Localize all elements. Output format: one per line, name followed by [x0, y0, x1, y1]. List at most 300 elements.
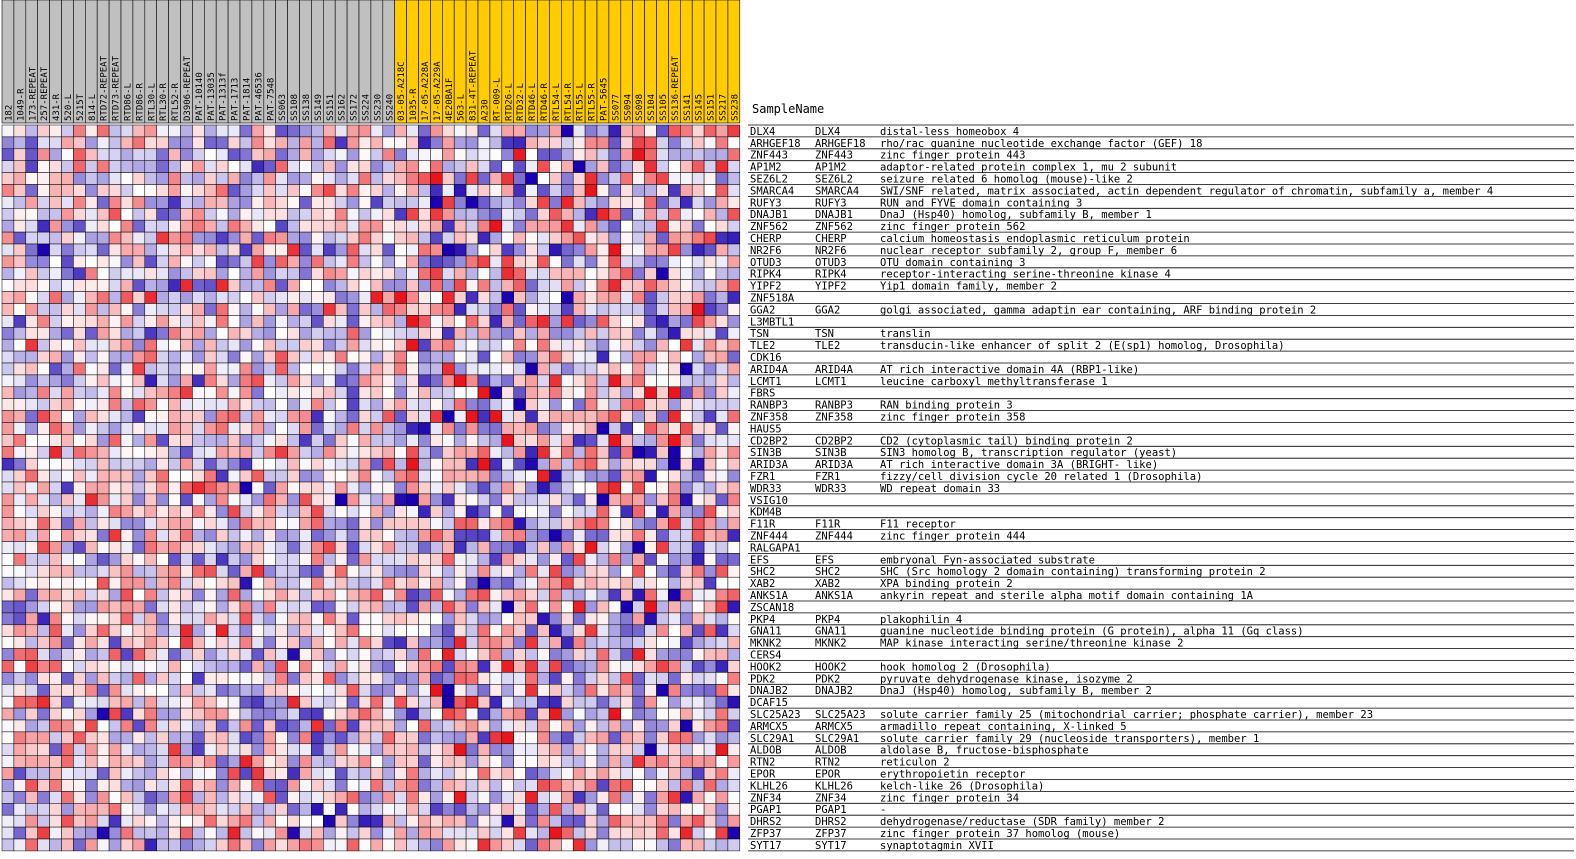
heatmap-cell: [276, 553, 288, 565]
heatmap-cell: [585, 149, 597, 161]
heatmap-cell: [549, 780, 561, 792]
heatmap-cell: [38, 708, 50, 720]
heatmap-cell: [430, 363, 442, 375]
heatmap-cell: [73, 732, 85, 744]
heatmap-cell: [288, 839, 300, 851]
sample-label: RTL52-R: [171, 83, 182, 121]
heatmap-cell: [2, 470, 14, 482]
heatmap-cell: [50, 815, 62, 827]
heatmap-cell: [276, 208, 288, 220]
heatmap-cell: [466, 387, 478, 399]
heatmap-cell: [371, 292, 383, 304]
heatmap-cell: [371, 196, 383, 208]
heatmap-cell: [609, 720, 621, 732]
heatmap-cell: [335, 185, 347, 197]
gene-symbol: SLC25A23: [750, 709, 801, 721]
heatmap-cell: [585, 839, 597, 851]
heatmap-cell: [597, 577, 609, 589]
heatmap-cell: [657, 744, 669, 756]
heatmap-cell: [466, 625, 478, 637]
heatmap-cell: [204, 530, 216, 542]
heatmap-cell: [192, 708, 204, 720]
heatmap-cell: [442, 161, 454, 173]
heatmap-cell: [621, 506, 633, 518]
heatmap-cell: [573, 315, 585, 327]
gene-description: hook homolog 2 (Drosophila): [880, 661, 1051, 674]
heatmap-cell: [609, 732, 621, 744]
heatmap-cell: [2, 815, 14, 827]
heatmap-cell: [288, 708, 300, 720]
heatmap-cell: [502, 601, 514, 613]
heatmap-cell: [371, 315, 383, 327]
heatmap-cell: [216, 791, 228, 803]
heatmap-cell: [323, 161, 335, 173]
heatmap-cell: [538, 827, 550, 839]
heatmap-cell: [395, 768, 407, 780]
heatmap-cell: [680, 506, 692, 518]
heatmap-cell: [145, 827, 157, 839]
heatmap-cell: [109, 768, 121, 780]
heatmap-cell: [204, 542, 216, 554]
heatmap-cell: [704, 553, 716, 565]
heatmap-cell: [323, 672, 335, 684]
heatmap-cell: [657, 696, 669, 708]
sample-label: SS077: [611, 93, 622, 121]
heatmap-cell: [240, 589, 252, 601]
heatmap-cell: [538, 125, 550, 137]
heatmap-cell: [502, 208, 514, 220]
sample-label: SS141: [682, 93, 693, 121]
heatmap-cell: [121, 458, 133, 470]
heatmap-cell: [645, 470, 657, 482]
heatmap-cell: [85, 506, 97, 518]
heatmap-cell: [359, 363, 371, 375]
heatmap-cell: [335, 589, 347, 601]
heatmap-cell: [657, 768, 669, 780]
heatmap-cell: [97, 661, 109, 673]
heatmap-cell: [538, 411, 550, 423]
heatmap-cell: [323, 125, 335, 137]
heatmap-cell: [597, 446, 609, 458]
heatmap-cell: [454, 375, 466, 387]
heatmap-cell: [85, 708, 97, 720]
heatmap-cell: [276, 649, 288, 661]
heatmap-cell: [561, 280, 573, 292]
heatmap-cell: [454, 470, 466, 482]
heatmap-cell: [50, 768, 62, 780]
heatmap-cell: [14, 589, 26, 601]
heatmap-cell: [26, 720, 38, 732]
gene-name: SEZ6L2: [815, 173, 853, 186]
heatmap-cell: [430, 161, 442, 173]
heatmap-cell: [585, 565, 597, 577]
heatmap-cell: [609, 506, 621, 518]
gene-name: HOOK2: [815, 661, 847, 674]
heatmap-cell: [728, 220, 740, 232]
heatmap-cell: [276, 220, 288, 232]
heatmap-cell: [704, 375, 716, 387]
heatmap-cell: [288, 530, 300, 542]
heatmap-cell: [538, 423, 550, 435]
heatmap-cell: [169, 411, 181, 423]
heatmap-cell: [430, 601, 442, 613]
gene-symbol: TSN: [750, 328, 769, 341]
heatmap-cell: [97, 577, 109, 589]
heatmap-cell: [311, 780, 323, 792]
heatmap-cell: [680, 839, 692, 851]
gene-name: SLC29A1: [815, 732, 860, 745]
heatmap-cell: [454, 756, 466, 768]
heatmap-cell: [50, 411, 62, 423]
heatmap-cell: [204, 768, 216, 780]
heatmap-cell: [585, 589, 597, 601]
heatmap-cell: [549, 601, 561, 613]
sample-label: SS094: [623, 93, 634, 121]
sample-label: PAT-7548: [266, 77, 277, 121]
heatmap-cell: [454, 434, 466, 446]
heatmap-cell: [169, 553, 181, 565]
heatmap-cell: [645, 494, 657, 506]
heatmap-cell: [442, 315, 454, 327]
heatmap-cell: [597, 268, 609, 280]
heatmap-cell: [692, 470, 704, 482]
heatmap-cell: [252, 232, 264, 244]
heatmap-cell: [490, 185, 502, 197]
heatmap-cell: [526, 530, 538, 542]
heatmap-cell: [573, 482, 585, 494]
heatmap-cell: [288, 542, 300, 554]
heatmap-cell: [121, 530, 133, 542]
heatmap-cell: [668, 565, 680, 577]
heatmap-cell: [216, 161, 228, 173]
heatmap-cell: [668, 768, 680, 780]
heatmap-cell: [395, 256, 407, 268]
heatmap-cell: [252, 684, 264, 696]
heatmap-cell: [430, 696, 442, 708]
heatmap-cell: [14, 613, 26, 625]
heatmap-cell: [490, 780, 502, 792]
heatmap-cell: [311, 684, 323, 696]
gene-name: MKNK2: [815, 637, 847, 650]
heatmap-cell: [371, 696, 383, 708]
gene-name: PKP4: [815, 613, 841, 626]
heatmap-cell: [264, 196, 276, 208]
heatmap-cell: [395, 732, 407, 744]
heatmap-cell: [240, 244, 252, 256]
heatmap-cell: [585, 363, 597, 375]
heatmap-cell: [514, 518, 526, 530]
heatmap-cell: [478, 375, 490, 387]
heatmap-cell: [430, 244, 442, 256]
heatmap-cell: [621, 256, 633, 268]
heatmap-cell: [252, 506, 264, 518]
heatmap-cell: [85, 232, 97, 244]
heatmap-cell: [371, 268, 383, 280]
heatmap-cell: [216, 470, 228, 482]
heatmap-cell: [169, 173, 181, 185]
heatmap-cell: [300, 589, 312, 601]
heatmap-cell: [657, 185, 669, 197]
heatmap-cell: [133, 256, 145, 268]
heatmap-cell: [609, 327, 621, 339]
heatmap-cell: [311, 768, 323, 780]
heatmap-cell: [181, 173, 193, 185]
heatmap-cell: [300, 494, 312, 506]
heatmap-cell: [276, 292, 288, 304]
heatmap-cell: [561, 768, 573, 780]
heatmap-cell: [109, 732, 121, 744]
heatmap-cell: [228, 268, 240, 280]
heatmap-cell: [38, 375, 50, 387]
heatmap-cell: [300, 744, 312, 756]
heatmap-cell: [490, 149, 502, 161]
heatmap-cell: [514, 637, 526, 649]
heatmap-cell: [419, 613, 431, 625]
heatmap-cell: [109, 292, 121, 304]
heatmap-cell: [549, 827, 561, 839]
gene-name: CD2BP2: [815, 435, 853, 448]
heatmap-cell: [50, 756, 62, 768]
heatmap-cell: [240, 542, 252, 554]
heatmap-cell: [228, 470, 240, 482]
heatmap-cell: [311, 315, 323, 327]
heatmap-cell: [585, 684, 597, 696]
gene-symbol: MKNK2: [750, 637, 782, 650]
heatmap-cell: [300, 780, 312, 792]
heatmap-cell: [62, 649, 74, 661]
heatmap-cell: [157, 280, 169, 292]
heatmap-cell: [538, 613, 550, 625]
heatmap-cell: [26, 696, 38, 708]
heatmap-cell: [288, 304, 300, 316]
heatmap-cell: [335, 173, 347, 185]
heatmap-cell: [728, 625, 740, 637]
heatmap-cell: [192, 542, 204, 554]
heatmap-cell: [371, 839, 383, 851]
heatmap-cell: [216, 232, 228, 244]
heatmap-cell: [597, 661, 609, 673]
sample-label: RTL55-R: [587, 83, 598, 121]
heatmap-cell: [14, 232, 26, 244]
heatmap-cell: [395, 613, 407, 625]
heatmap-cell: [466, 803, 478, 815]
heatmap-cell: [371, 470, 383, 482]
heatmap-cell: [288, 732, 300, 744]
heatmap-cell: [668, 196, 680, 208]
heatmap-cell: [216, 315, 228, 327]
heatmap-cell: [181, 625, 193, 637]
heatmap-cell: [323, 327, 335, 339]
heatmap-cell: [609, 815, 621, 827]
heatmap-cell: [395, 791, 407, 803]
heatmap-cell: [347, 387, 359, 399]
heatmap-cell: [2, 613, 14, 625]
heatmap-cell: [323, 494, 335, 506]
heatmap-cell: [50, 601, 62, 613]
heatmap-cell: [371, 351, 383, 363]
gene-symbol: ALDOB: [750, 744, 782, 757]
heatmap-cell: [133, 649, 145, 661]
heatmap-cell: [62, 185, 74, 197]
heatmap-cell: [609, 696, 621, 708]
heatmap-cell: [97, 149, 109, 161]
heatmap-cell: [97, 518, 109, 530]
heatmap-cell: [157, 137, 169, 149]
heatmap-cell: [668, 625, 680, 637]
heatmap-cell: [145, 708, 157, 720]
heatmap-cell: [347, 411, 359, 423]
heatmap-cell: [192, 494, 204, 506]
heatmap-cell: [157, 661, 169, 673]
heatmap-cell: [62, 220, 74, 232]
heatmap-cell: [50, 292, 62, 304]
heatmap-cell: [181, 815, 193, 827]
gene-name: TSN: [815, 328, 834, 341]
heatmap-cell: [169, 423, 181, 435]
heatmap-cell: [383, 268, 395, 280]
heatmap-cell: [181, 292, 193, 304]
heatmap-cell: [323, 423, 335, 435]
heatmap-cell: [645, 327, 657, 339]
heatmap-cell: [561, 494, 573, 506]
heatmap-cell: [692, 411, 704, 423]
heatmap-cell: [288, 815, 300, 827]
heatmap-cell: [145, 803, 157, 815]
heatmap-cell: [240, 280, 252, 292]
heatmap-cell: [692, 768, 704, 780]
heatmap-cell: [347, 661, 359, 673]
heatmap-cell: [585, 494, 597, 506]
heatmap-cell: [692, 137, 704, 149]
heatmap-cell: [383, 208, 395, 220]
heatmap-cell: [668, 125, 680, 137]
heatmap-cell: [657, 494, 669, 506]
heatmap-cell: [454, 149, 466, 161]
heatmap-cell: [109, 315, 121, 327]
heatmap-cell: [549, 339, 561, 351]
heatmap-cell: [383, 411, 395, 423]
heatmap-cell: [466, 292, 478, 304]
heatmap-cell: [609, 423, 621, 435]
heatmap-cell: [121, 791, 133, 803]
heatmap-cell: [26, 458, 38, 470]
heatmap-cell: [300, 327, 312, 339]
heatmap-cell: [347, 684, 359, 696]
heatmap-cell: [407, 220, 419, 232]
heatmap-cell: [383, 684, 395, 696]
heatmap-cell: [597, 530, 609, 542]
heatmap-cell: [288, 470, 300, 482]
heatmap-cell: [145, 280, 157, 292]
heatmap-cell: [335, 387, 347, 399]
heatmap-cell: [645, 173, 657, 185]
heatmap-cell: [609, 780, 621, 792]
heatmap-cell: [407, 434, 419, 446]
heatmap-cell: [561, 363, 573, 375]
heatmap-cell: [121, 506, 133, 518]
heatmap-cell: [466, 732, 478, 744]
heatmap-cell: [121, 756, 133, 768]
heatmap-cell: [585, 530, 597, 542]
heatmap-cell: [502, 542, 514, 554]
heatmap-cell: [276, 791, 288, 803]
heatmap-cell: [585, 137, 597, 149]
heatmap-cell: [549, 434, 561, 446]
heatmap-cell: [38, 839, 50, 851]
heatmap-cell: [716, 339, 728, 351]
heatmap-cell: [109, 601, 121, 613]
heatmap-cell: [442, 482, 454, 494]
heatmap-cell: [704, 815, 716, 827]
heatmap-cell: [716, 613, 728, 625]
heatmap-cell: [621, 565, 633, 577]
heatmap-cell: [478, 827, 490, 839]
heatmap-cell: [192, 470, 204, 482]
heatmap-cell: [561, 458, 573, 470]
heatmap-cell: [335, 708, 347, 720]
heatmap-cell: [502, 292, 514, 304]
heatmap-cell: [73, 351, 85, 363]
heatmap-cell: [680, 696, 692, 708]
heatmap-cell: [502, 411, 514, 423]
heatmap-cell: [561, 589, 573, 601]
heatmap-cell: [419, 791, 431, 803]
heatmap-cell: [573, 185, 585, 197]
heatmap-cell: [514, 125, 526, 137]
heatmap-cell: [97, 434, 109, 446]
heatmap-cell: [311, 708, 323, 720]
heatmap-cell: [288, 577, 300, 589]
heatmap-cell: [62, 684, 74, 696]
heatmap-cell: [300, 803, 312, 815]
heatmap-cell: [621, 232, 633, 244]
gene-symbol: SEZ6L2: [750, 173, 788, 186]
heatmap-cell: [585, 351, 597, 363]
heatmap-cell: [645, 315, 657, 327]
heatmap-cell: [466, 470, 478, 482]
heatmap-cell: [73, 304, 85, 316]
heatmap-cell: [216, 553, 228, 565]
heatmap-cell: [573, 672, 585, 684]
heatmap-cell: [728, 244, 740, 256]
heatmap-cell: [252, 292, 264, 304]
heatmap-cell: [216, 399, 228, 411]
heatmap-cell: [157, 696, 169, 708]
heatmap-cell: [383, 506, 395, 518]
heatmap-cell: [704, 244, 716, 256]
heatmap-cell: [645, 791, 657, 803]
heatmap-cell: [38, 506, 50, 518]
heatmap-cell: [335, 315, 347, 327]
heatmap-cell: [466, 411, 478, 423]
heatmap-cell: [204, 601, 216, 613]
heatmap-cell: [597, 625, 609, 637]
heatmap-cell: [14, 506, 26, 518]
heatmap-cell: [216, 434, 228, 446]
heatmap-cell: [192, 589, 204, 601]
heatmap-cell: [502, 244, 514, 256]
heatmap-cell: [121, 315, 133, 327]
heatmap-cell: [169, 375, 181, 387]
heatmap-cell: [204, 268, 216, 280]
heatmap-cell: [38, 780, 50, 792]
heatmap-cell: [97, 458, 109, 470]
heatmap-cell: [668, 232, 680, 244]
heatmap-cell: [621, 625, 633, 637]
heatmap-cell: [633, 256, 645, 268]
heatmap-cell: [181, 470, 193, 482]
heatmap-cell: [526, 315, 538, 327]
